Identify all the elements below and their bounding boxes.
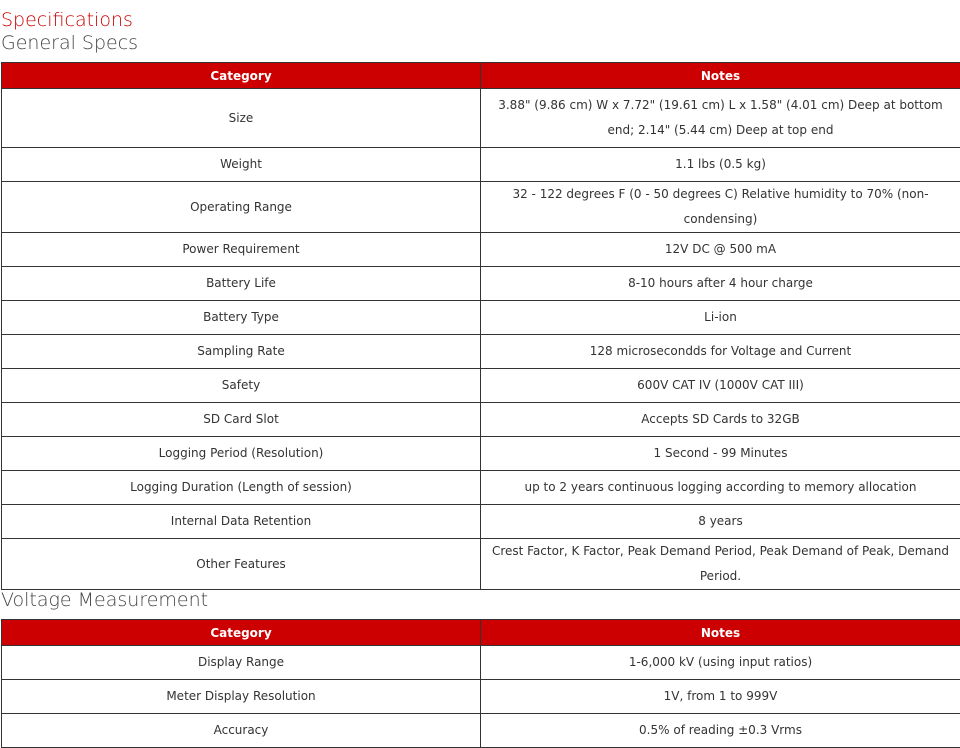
table-row xyxy=(2,505,960,539)
table-row xyxy=(2,437,960,471)
table-row xyxy=(2,89,960,148)
category-cell: Other Features xyxy=(2,539,481,590)
section-title-voltage-measurement: Voltage Measurement xyxy=(1,589,209,611)
notes-cell: 600V CAT IV (1000V CAT III) xyxy=(481,369,960,403)
notes-cell: Li-ion xyxy=(481,301,960,335)
notes-cell: Crest Factor, K Factor, Peak Demand Period, Peak Demand of Peak, Demand Period. xyxy=(481,539,960,590)
category-cell: Battery Life xyxy=(2,267,481,301)
category-cell: Logging Duration (Length of session) xyxy=(2,471,481,505)
general-specs-table xyxy=(1,62,960,590)
category-cell: Logging Period (Resolution) xyxy=(2,437,481,471)
table-row xyxy=(2,403,960,437)
notes-cell: 0.5% of reading ±0.3 Vrms xyxy=(481,714,960,748)
table-row xyxy=(2,148,960,182)
category-cell: Sampling Rate xyxy=(2,335,481,369)
notes-cell: 3.88" (9.86 cm) W x 7.72" (19.61 cm) L x 1.58" (4.01 cm) Deep at bottom end; 2.14" (5.44 cm) Deep at top end xyxy=(481,89,960,148)
table-row xyxy=(2,714,960,748)
voltage-measurement-table xyxy=(1,619,960,748)
category-cell: Safety xyxy=(2,369,481,403)
notes-cell: 32 - 122 degrees F (0 - 50 degrees C) Relative humidity to 70% (non-condensing) xyxy=(481,182,960,233)
table-row xyxy=(2,233,960,267)
column-header-notes: Notes xyxy=(481,63,960,89)
table-row xyxy=(2,267,960,301)
category-cell: Weight xyxy=(2,148,481,182)
category-cell: Meter Display Resolution xyxy=(2,680,481,714)
table-header-row xyxy=(2,63,960,89)
category-cell: Power Requirement xyxy=(2,233,481,267)
category-cell: Display Range xyxy=(2,646,481,680)
column-header-category: Category xyxy=(2,63,481,89)
notes-cell: up to 2 years continuous logging according to memory allocation xyxy=(481,471,960,505)
category-cell: Battery Type xyxy=(2,301,481,335)
notes-cell: 1 Second - 99 Minutes xyxy=(481,437,960,471)
category-cell: SD Card Slot xyxy=(2,403,481,437)
notes-cell: 8 years xyxy=(481,505,960,539)
table-row xyxy=(2,182,960,233)
page-title: Specifications xyxy=(1,9,133,31)
notes-cell: 128 microsecondds for Voltage and Current xyxy=(481,335,960,369)
table-row xyxy=(2,335,960,369)
table-row xyxy=(2,301,960,335)
column-header-category: Category xyxy=(2,620,481,646)
notes-cell: 12V DC @ 500 mA xyxy=(481,233,960,267)
notes-cell: 1V, from 1 to 999V xyxy=(481,680,960,714)
category-cell: Size xyxy=(2,89,481,148)
notes-cell: 1-6,000 kV (using input ratios) xyxy=(481,646,960,680)
category-cell: Operating Range xyxy=(2,182,481,233)
notes-cell: 8-10 hours after 4 hour charge xyxy=(481,267,960,301)
notes-cell: Accepts SD Cards to 32GB xyxy=(481,403,960,437)
table-row xyxy=(2,680,960,714)
category-cell: Internal Data Retention xyxy=(2,505,481,539)
section-title-general-specs: General Specs xyxy=(1,32,139,54)
table-header-row xyxy=(2,620,960,646)
table-row xyxy=(2,471,960,505)
notes-cell: 1.1 lbs (0.5 kg) xyxy=(481,148,960,182)
category-cell: Accuracy xyxy=(2,714,481,748)
table-row xyxy=(2,539,960,590)
table-row xyxy=(2,369,960,403)
table-row xyxy=(2,646,960,680)
column-header-notes: Notes xyxy=(481,620,960,646)
